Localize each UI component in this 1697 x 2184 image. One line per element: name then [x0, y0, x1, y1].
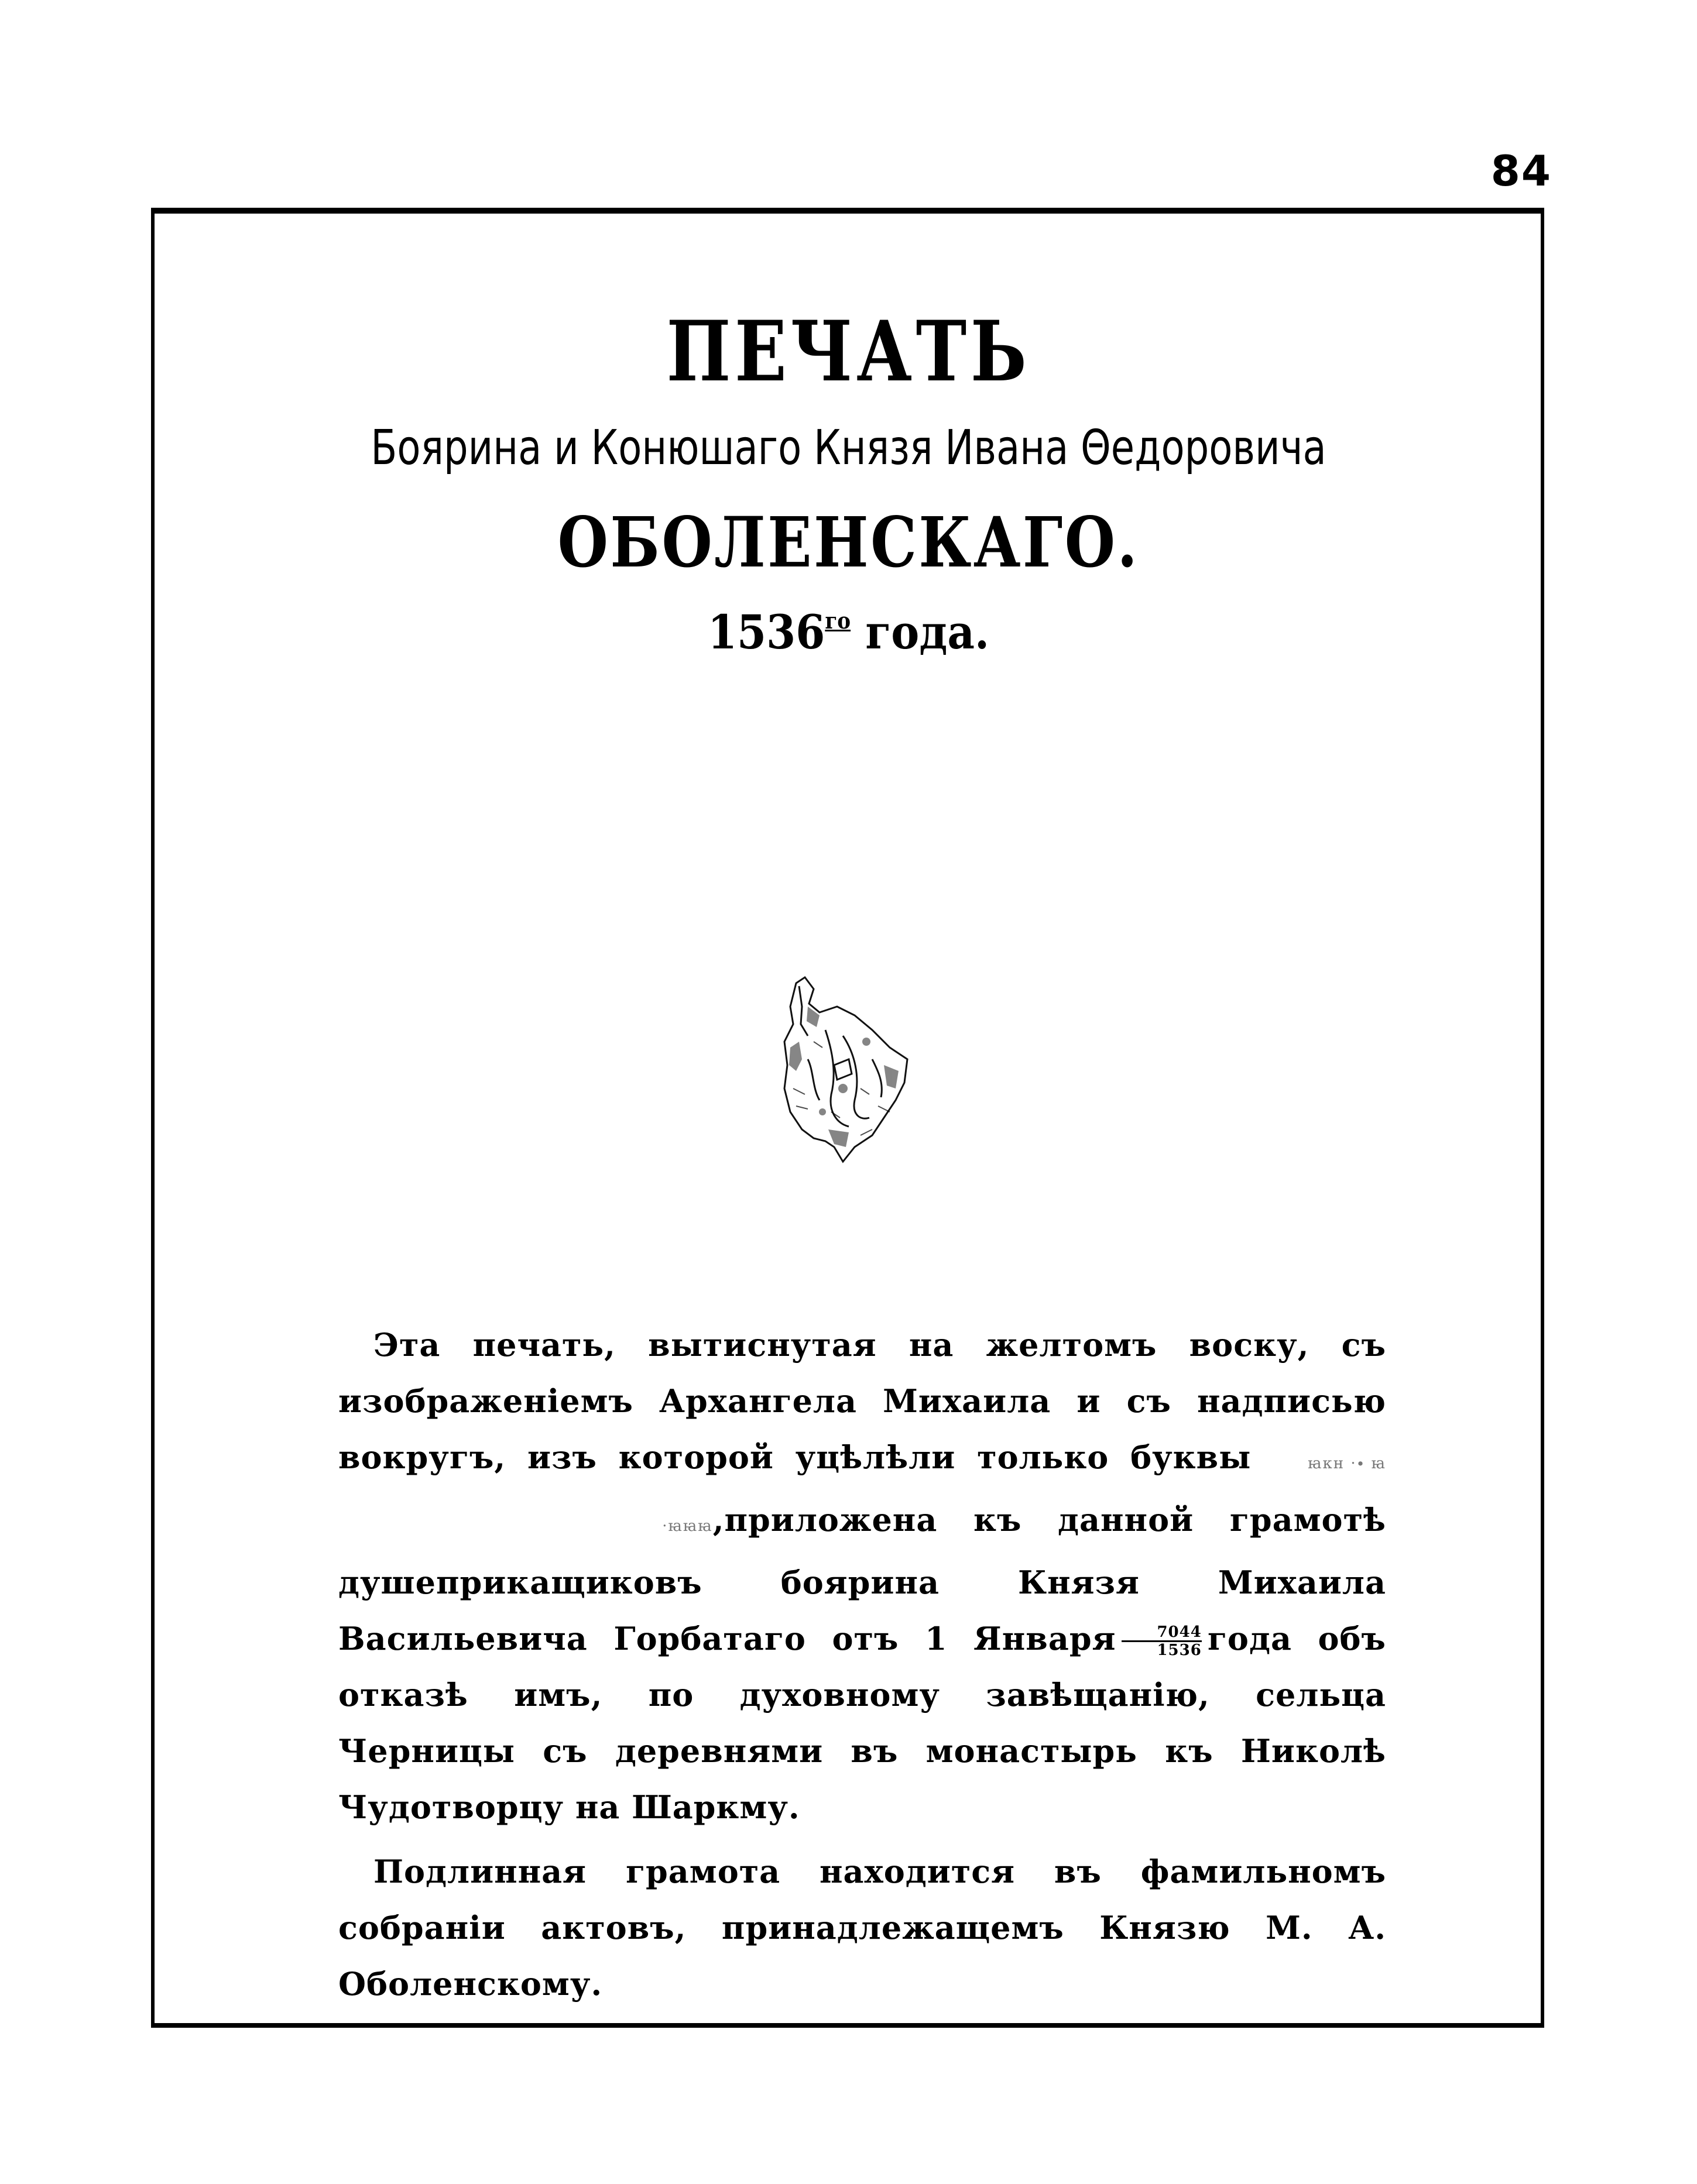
year-suffix: го	[825, 607, 851, 634]
heading-title: ПЕЧАТЬ	[666, 303, 1031, 400]
faded-inscription-letters-2: ·ꙗꙗꙗ	[662, 1517, 713, 1535]
paragraph-seal-description	[338, 1317, 1386, 1835]
year-word: года.	[865, 605, 990, 660]
body-text	[338, 1317, 1386, 2012]
heading-year	[85, 605, 1612, 660]
year-number: 1536	[707, 605, 825, 660]
faded-inscription-letters: ꙗкн ·∙ ꙗ	[1308, 1455, 1386, 1472]
paragraph-original-location: Подлинная грамота находится въ фамильномъ собранiи актовъ, принадлежащемъ Князю М. А. Оболенскому.	[338, 1853, 1386, 2003]
page-number: 84	[1490, 146, 1552, 195]
date-denominator: 1536	[1157, 1642, 1202, 1660]
wax-seal-image	[773, 971, 925, 1170]
heading-subtitle: Боярина и Конюшаго Князя Ивана Θедоровича	[371, 420, 1326, 476]
paragraph1-part3: года объ отказѣ имъ, по духовному завѣщанiю, сельца Черницы съ деревнями въ монастырь къ Николѣ Чудотворцу на Шаркму.	[338, 1620, 1386, 1826]
date-fraction	[1122, 1624, 1201, 1658]
paragraph1-part2: ,приложена къ данной грамотѣ душеприкащиковъ боярина Князя Михаила Васильевича Горбатаго отъ 1 Января	[338, 1501, 1387, 1657]
date-numerator: 7044	[1122, 1624, 1201, 1642]
paragraph1-part1: Эта печать, вытиснутая на желтомъ воску, съ изображенiемъ Архангела Михаила и съ надписью вокругъ, изъ которой уцѣлѣли только буквы	[338, 1326, 1386, 1476]
heading-name: ОБОЛЕНСКАГО.	[557, 502, 1140, 583]
